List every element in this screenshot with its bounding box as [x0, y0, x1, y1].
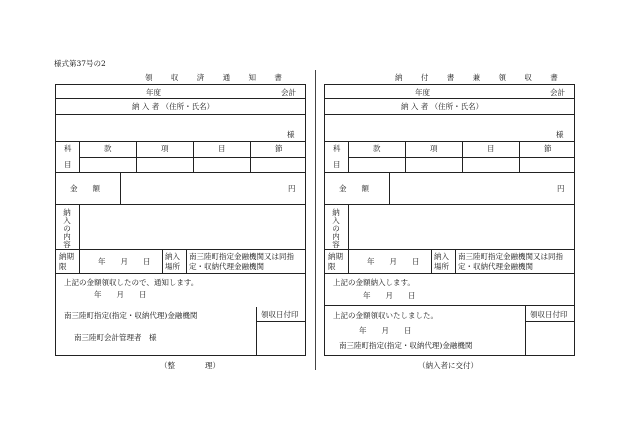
left-kaikei: 会計 — [281, 88, 296, 97]
right-col-moku: 目 — [333, 160, 341, 169]
left-manager: 南三陸町会計管理者 様 — [74, 333, 157, 342]
right-notice-text: 上記の金額納入します。 — [333, 278, 415, 287]
right-payer-label: 納 入 者 （住所・氏名） — [401, 102, 484, 111]
right-title: 納 付 書 兼 領 収 書 — [395, 73, 566, 82]
left-col-setsu: 節 — [275, 144, 283, 153]
right-bank: 南三陸町指定(指定・収納代理)金融機関 — [339, 341, 473, 350]
right-col-kou: 項 — [430, 144, 438, 153]
left-title: 領 収 済 通 知 書 — [145, 73, 290, 82]
left-deadline-label-1: 納期 — [59, 252, 74, 261]
right-form-frame: 年度 会計 納 入 者 （住所・氏名） 様 科 目 款 項 目 節 金 額 円 納 入 の 内 容 納期 限 年 月 日 納入 場所 南三陸町指定金融機関又は同指 定・収納代理金融機関 上記の金額納入します。 年 月 日 上記の金額領収いたしました。 年 月 日 南三陸町指定(指定・収納代理)金融機関 領収日付印 — [324, 84, 575, 356]
left-deadline-date: 年 月 日 — [98, 257, 151, 266]
left-col-moku: 目 — [64, 160, 72, 169]
left-notice-date: 年 月 日 — [94, 290, 147, 299]
right-deadline-label-1: 納期 — [328, 252, 343, 261]
right-footer: （納入者に交付） — [418, 361, 478, 370]
left-footer: （整 理） — [160, 361, 220, 370]
left-col-ka: 科 — [64, 144, 72, 153]
right-kaikei: 会計 — [550, 88, 565, 97]
right-deadline-date: 年 月 日 — [367, 257, 420, 266]
left-deadline-label-2: 限 — [59, 262, 67, 271]
right-place-label-2: 場所 — [434, 262, 449, 271]
left-form-frame: 年度 会計 納 入 者 （住所・氏名） 様 科 目 款 項 目 節 金 額 円 納 入 の 内 容 納期 限 年 月 日 納入 場所 南三陸町指定金融機関又は同指 定・収納代理金融機関 上記の金額領収したので、通知します。 年 月 日 南三陸町指定(指定・収納代理)金融機関 南三陸町会計管理者 様 領収日付印 — [55, 84, 306, 356]
right-stamp-label: 領収日付印 — [530, 310, 568, 319]
left-col-kou: 項 — [161, 144, 169, 153]
left-bank: 南三陸町指定(指定・収納代理)金融機関 — [64, 311, 198, 320]
left-col-kan: 款 — [104, 144, 112, 153]
left-place-text-1: 南三陸町指定金融機関又は同指 — [189, 252, 294, 261]
left-place-label-1: 納入 — [165, 252, 180, 261]
right-nendo: 年度 — [415, 88, 430, 97]
right-col-ka: 科 — [333, 144, 341, 153]
left-nendo: 年度 — [146, 88, 161, 97]
left-yen: 円 — [288, 184, 296, 193]
right-sama: 様 — [556, 130, 564, 139]
right-deadline-label-2: 限 — [328, 262, 336, 271]
right-place-text-1: 南三陸町指定金融機関又は同指 — [458, 252, 563, 261]
right-notice-date: 年 月 日 — [363, 291, 416, 300]
left-col-moku2: 目 — [218, 144, 226, 153]
right-received-text: 上記の金額領収いたしました。 — [333, 311, 438, 320]
right-received-date: 年 月 日 — [359, 326, 412, 335]
form-number: 様式第37号の2 — [54, 59, 106, 68]
left-payer-label: 納 入 者 （住所・氏名） — [132, 102, 215, 111]
left-place-label-2: 場所 — [165, 262, 180, 271]
left-sama: 様 — [287, 130, 295, 139]
right-col-setsu: 節 — [544, 144, 552, 153]
right-yen: 円 — [557, 184, 565, 193]
right-col-moku2: 目 — [487, 144, 495, 153]
right-amount-label: 金 額 — [339, 184, 369, 193]
right-col-kan: 款 — [373, 144, 381, 153]
left-amount-label: 金 額 — [70, 184, 100, 193]
right-place-text-2: 定・収納代理金融機関 — [458, 262, 533, 271]
left-notice-text: 上記の金額領収したので、通知します。 — [64, 278, 199, 287]
right-place-label-1: 納入 — [434, 252, 449, 261]
left-place-text-2: 定・収納代理金融機関 — [189, 262, 264, 271]
left-stamp-label: 領収日付印 — [261, 310, 299, 319]
center-divider — [315, 70, 316, 370]
